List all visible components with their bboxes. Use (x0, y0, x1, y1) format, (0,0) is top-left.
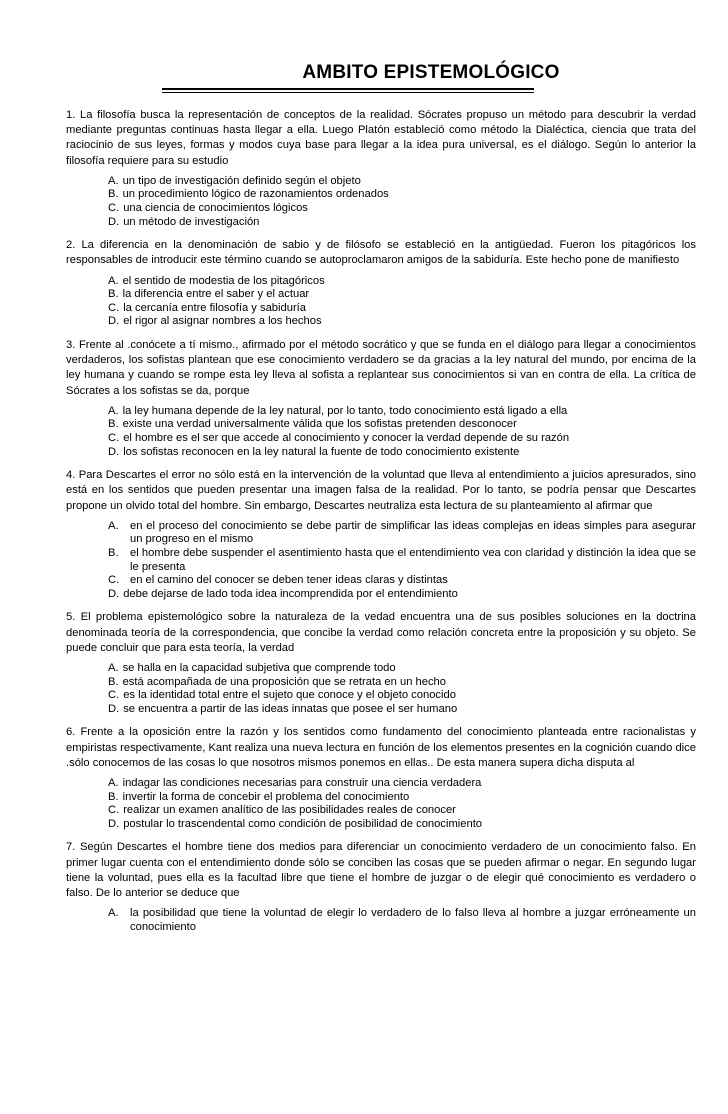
option-letter: A. (108, 776, 119, 789)
option-list (66, 520, 696, 602)
option-b (108, 188, 696, 202)
option-letter: C. (108, 202, 120, 214)
option-d (108, 588, 696, 602)
option-letter: C. (108, 301, 120, 314)
option-text: la cercanía entre filosofía y sabiduría (123, 301, 307, 314)
option-c (108, 432, 696, 446)
option-d (108, 216, 696, 230)
option-letter: D. (108, 445, 120, 458)
option-text: una ciencia de conocimientos lógicos (123, 202, 308, 214)
option-d (108, 315, 696, 329)
option-letter: D. (108, 587, 120, 600)
option-d (108, 446, 696, 460)
option-text: en el camino del conocer se deben tener ideas claras y distintas (130, 574, 448, 587)
option-text: el sentido de modestia de los pitagóricos (122, 274, 325, 287)
option-b (108, 547, 696, 574)
option-c (108, 202, 696, 216)
option-letter: A. (108, 404, 119, 417)
option-a (108, 662, 696, 676)
question-stem: 4. Para Descartes el error no sólo está en la intervención de la voluntad que lleva al entendimiento a juicios apresurados, sino está en los sentidos que pueden presentar una imagen falsa de la realidad. Por lo tanto, se podría pensar que Descartes propone un olvido total del hombre. Sin embargo, Descartes neutraliza esta lectura de su planteamiento al afirmar que (66, 469, 696, 512)
option-text: un tipo de investigación definido según el objeto (122, 174, 361, 187)
option-list (66, 777, 696, 831)
option-letter: B. (108, 790, 119, 803)
question-stem: 3. Frente al .conócete a tí mismo., afirmado por el método socrático y que se funda en el diálogo para llegar a conocimientos verdaderos, los sofistas plantean que ese conocimiento verdadero se da gracias a la ley natural del mundo, por encima de la ley humana y cuando se rompe esta ley lleva al sofista a replantear sus conocimientos si van en contra de ella. La crítica de Sócrates a los sofistas se da, porque (66, 338, 696, 397)
option-text: la diferencia entre el saber y el actuar (122, 288, 310, 301)
page-title: AMBITO EPISTEMOLÓGICO (302, 62, 560, 83)
option-letter: D. (108, 817, 120, 830)
option-letter: D. (108, 315, 120, 328)
question-5 (66, 610, 696, 716)
option-a (108, 175, 696, 189)
option-text: invertir la forma de concebir el problema del conocimiento (122, 790, 410, 803)
question-stem: 6. Frente a la oposición entre la razón y los sentidos como fundamento del conocimiento planteada entre racionalistas y empiristas respectivamente, Kant realiza una nueva lectura en función de los elementos presentes en la cognición cuando dice .sólo conocemos de las cosas lo que nosotros mismos ponemos en ellas.. De esta manera supera dicha disputa al (66, 726, 696, 769)
option-text: se encuentra a partir de las ideas innatas que posee el ser humano (123, 702, 458, 715)
option-text: existe una verdad universalmente válida que los sofistas pretenden desconocer (122, 418, 517, 431)
option-text: se halla en la capacidad subjetiva que comprende todo (122, 661, 396, 674)
question-3 (66, 338, 696, 459)
option-text: el hombre es el ser que accede al conocimiento y conocer la verdad depende de su razón (123, 431, 570, 444)
option-text: realizar un examen analítico de las posibilidades reales de conocer (123, 804, 456, 817)
option-text: postular lo trascendental como condición de posibilidad de conocimiento (123, 817, 483, 830)
option-b (108, 418, 696, 432)
option-text: un método de investigación (123, 215, 260, 228)
option-text: los sofistas reconocen en la ley natural la fuente de todo conocimiento existente (123, 445, 520, 458)
question-list (66, 108, 696, 934)
option-letter: A. (108, 274, 119, 287)
option-b (108, 288, 696, 302)
question-7 (66, 840, 696, 934)
question-stem: 7. Según Descartes el hombre tiene dos medios para diferenciar un conocimiento verdadero de un conocimiento falso. En primer lugar cuenta con el entendimiento donde sólo se conciben las cosas que se pueden afirmar o negar. En segundo lugar tiene la voluntad, pues ella es la facultad libre que tiene el hombre de juzgar o de elegir qué conocimiento es verdadero o falso. De lo anterior se deduce que (66, 841, 696, 899)
option-text: el rigor al asignar nombres a los hechos (123, 315, 322, 328)
option-letter: B. (108, 675, 119, 688)
option-text: el hombre debe suspender el asentimiento hasta que el entendimiento vea con claridad y distinción la idea que se le presenta (130, 546, 696, 573)
option-a (108, 520, 696, 547)
option-letter: C. (108, 689, 120, 702)
option-list (66, 907, 696, 934)
option-letter: B. (108, 188, 119, 201)
title-underline (162, 88, 534, 93)
option-a (108, 405, 696, 419)
option-letter: A. (108, 907, 119, 920)
option-letter: C. (108, 431, 120, 444)
option-b (108, 791, 696, 805)
option-a (108, 907, 696, 934)
option-letter: C. (108, 804, 120, 817)
option-c (108, 302, 696, 316)
option-list (66, 175, 696, 229)
option-text: indagar las condiciones necesarias para construir una ciencia verdadera (122, 776, 482, 789)
option-c (108, 574, 696, 588)
option-text: está acompañada de una proposición que se retrata en un hecho (122, 675, 447, 688)
question-stem: 2. La diferencia en la denominación de sabio y de filósofo se estableció en la antigüedad. Fueron los pitagóricos los responsables de introducir este término cuando se autoproclamaron amigos de la sabiduría. Este hecho pone de manifiesto (66, 239, 696, 267)
option-letter: D. (108, 702, 120, 715)
option-letter: C. (108, 574, 120, 587)
option-text: un procedimiento lógico de razonamientos ordenados (122, 188, 389, 201)
question-stem: 5. El problema epistemológico sobre la naturaleza de la vedad encuentra una de sus posibles soluciones en la doctrina denominada teoría de la correspondencia, que concibe la verdad como relación concreta entre la proposición y su objeto. Se puede concluir que para esta teoría, la verdad (66, 611, 696, 654)
question-6 (66, 725, 696, 831)
option-c (108, 804, 696, 818)
option-b (108, 676, 696, 690)
option-text: debe dejarse de lado toda idea incomprendida por el entendimiento (123, 587, 458, 600)
option-d (108, 703, 696, 717)
option-list (66, 662, 696, 716)
option-letter: B. (108, 546, 119, 559)
option-letter: B. (108, 418, 119, 431)
option-text: es la identidad total entre el sujeto que conoce y el objeto conocido (123, 689, 456, 702)
option-letter: A. (108, 519, 119, 532)
option-letter: D. (108, 215, 120, 228)
option-list (66, 405, 696, 459)
option-letter: B. (108, 288, 119, 301)
option-a (108, 275, 696, 289)
option-text: la ley humana depende de la ley natural, por lo tanto, todo conocimiento está ligado a ella (122, 404, 568, 417)
option-list (66, 275, 696, 329)
question-1 (66, 108, 696, 229)
option-c (108, 689, 696, 703)
option-text: en el proceso del conocimiento se debe partir de simplificar las ideas complejas en ideas simples para asegurar un progreso en el mismo (130, 519, 696, 546)
option-letter: A. (108, 661, 119, 674)
question-4 (66, 468, 696, 601)
option-d (108, 818, 696, 832)
option-letter: A. (108, 174, 119, 187)
option-text: la posibilidad que tiene la voluntad de elegir lo verdadero de lo falso lleva al hombre a juzgar erróneamente un conocimiento (130, 907, 696, 933)
question-stem: 1. La filosofía busca la representación de conceptos de la realidad. Sócrates propuso un método para descubrir la verdad mediante preguntas continuas hasta llegar a ella. Luego Platón estableció como método la Dialéctica, ciencia que trata del raciocinio de sus leyes, formas y modos cuya base para llegar a la idea pura universal, es el diálogo. Según lo anterior la filosofía requiere para su estudio (66, 109, 696, 167)
question-2 (66, 238, 696, 329)
option-a (108, 777, 696, 791)
